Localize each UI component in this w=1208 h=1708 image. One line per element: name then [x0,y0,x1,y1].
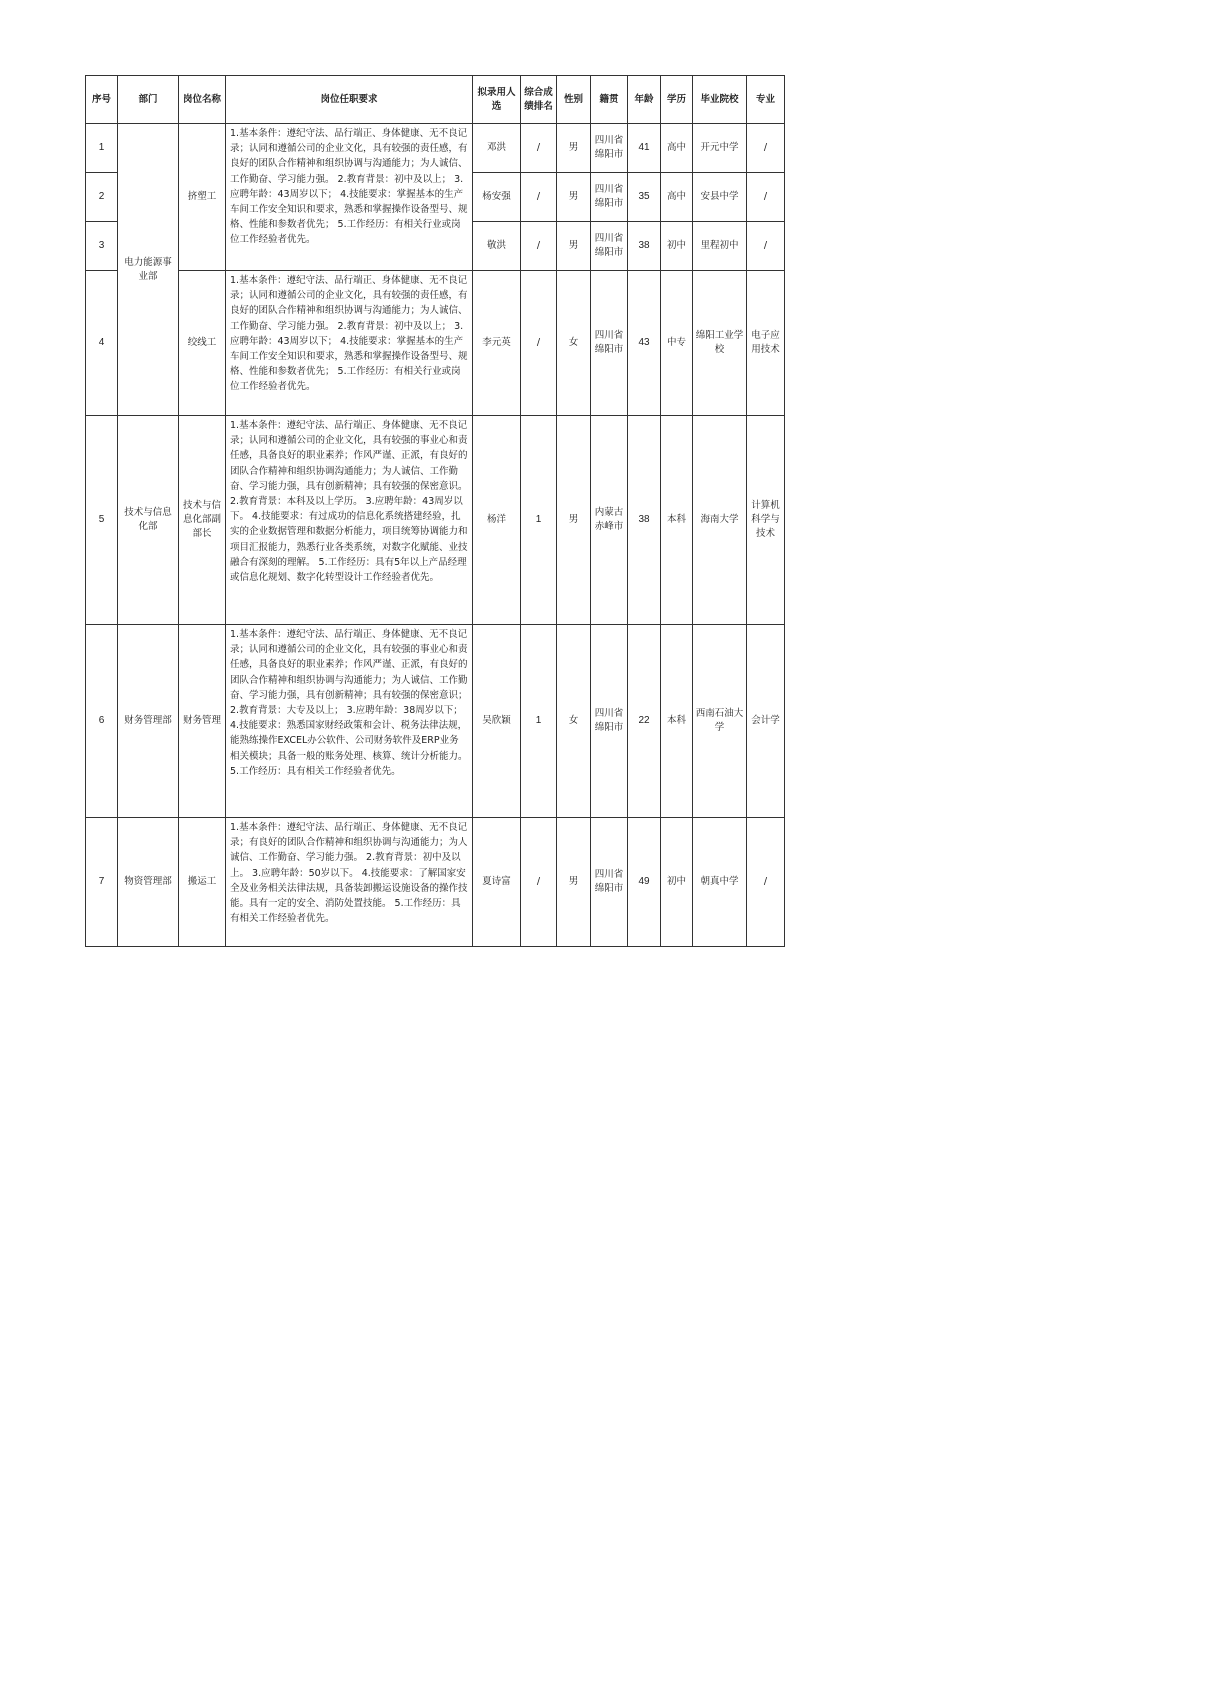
gender-cell: 男 [557,124,591,173]
dept-cell: 物资管理部 [118,818,179,947]
major-cell: 会计学 [747,625,785,818]
row-no: 2 [86,173,118,222]
origin-cell: 四川省绵阳市 [591,124,628,173]
row-no: 1 [86,124,118,173]
rank-cell: / [521,124,557,173]
hiring-table [85,75,785,947]
major-cell: 电子应用技术 [747,271,785,416]
requirements-cell: 1.基本条件：遵纪守法、品行端正、身体健康、无不良记录；有良好的团队合作精神和组织协调与沟通能力；为人诚信、工作勤奋、学习能力强。 2.教育背景：初中及以上。 3.应聘年龄：50岁以下。 4.技能要求：了解国家安全及业务相关法律法规，具备装卸搬运设施设备的操作技能。具有一定的安全、消防处置技能。 5.工作经历：具有相关工作经验者优先。 [226,818,473,947]
header-row [86,76,785,124]
position-cell: 财务管理 [179,625,226,818]
school-cell: 朝真中学 [693,818,747,947]
gender-cell: 男 [557,222,591,271]
dept-cell: 技术与信息化部 [118,416,179,625]
col-header-rank: 综合成绩排名 [521,76,557,124]
gender-cell: 女 [557,271,591,416]
school-cell: 绵阳工业学校 [693,271,747,416]
col-header-origin: 籍贯 [591,76,628,124]
row-no: 6 [86,625,118,818]
rank-cell: / [521,271,557,416]
origin-cell: 四川省绵阳市 [591,271,628,416]
rank-cell: / [521,173,557,222]
row-no: 3 [86,222,118,271]
school-cell: 开元中学 [693,124,747,173]
col-header-requirements: 岗位任职要求 [226,76,473,124]
age-cell: 41 [628,124,661,173]
origin-cell: 四川省绵阳市 [591,818,628,947]
candidate-name: 李元英 [473,271,521,416]
major-cell: / [747,173,785,222]
row-no: 7 [86,818,118,947]
rank-cell: 1 [521,416,557,625]
col-header-no: 序号 [86,76,118,124]
table-row [86,625,785,818]
requirements-cell: 1.基本条件：遵纪守法、品行端正、身体健康、无不良记录；认同和遵循公司的企业文化，具有较强的事业心和责任感，具备良好的职业素养；作风严谨、正派，有良好的团队合作精神和组织协调与沟通能力；为人诚信、工作勤奋、学习能力强，具有创新精神；具有较强的保密意识； 2.教育背景：大专及以上； 3.应聘年龄：38周岁以下； 4.技能要求：熟悉国家财经政策和会计、税务法律法规，能熟练操作EXCEL办公软件、公司财务软件及ERP业务相关模块；具备一般的账务处理、核算、统计分析能力。 5.工作经历：具有相关工作经验者优先。 [226,625,473,818]
position-cell: 挤塑工 [179,124,226,271]
row-no: 4 [86,271,118,416]
candidate-name: 杨洋 [473,416,521,625]
position-cell: 搬运工 [179,818,226,947]
rank-cell: / [521,818,557,947]
col-header-age: 年龄 [628,76,661,124]
col-header-dept: 部门 [118,76,179,124]
col-header-position: 岗位名称 [179,76,226,124]
education-cell: 中专 [661,271,693,416]
origin-cell: 四川省绵阳市 [591,625,628,818]
education-cell: 高中 [661,124,693,173]
school-cell: 安县中学 [693,173,747,222]
origin-cell: 四川省绵阳市 [591,173,628,222]
col-header-candidate: 拟录用人选 [473,76,521,124]
position-cell: 技术与信息化部副部长 [179,416,226,625]
origin-cell: 内蒙古赤峰市 [591,416,628,625]
col-header-education: 学历 [661,76,693,124]
table-row [86,818,785,947]
row-no: 5 [86,416,118,625]
candidate-name: 吴欣颖 [473,625,521,818]
col-header-major: 专业 [747,76,785,124]
rank-cell: 1 [521,625,557,818]
education-cell: 本科 [661,625,693,818]
dept-cell: 财务管理部 [118,625,179,818]
origin-cell: 四川省绵阳市 [591,222,628,271]
major-cell: 计算机科学与技术 [747,416,785,625]
gender-cell: 女 [557,625,591,818]
candidate-name: 敬洪 [473,222,521,271]
gender-cell: 男 [557,416,591,625]
age-cell: 43 [628,271,661,416]
candidate-name: 邓洪 [473,124,521,173]
age-cell: 49 [628,818,661,947]
major-cell: / [747,818,785,947]
age-cell: 22 [628,625,661,818]
age-cell: 35 [628,173,661,222]
education-cell: 初中 [661,818,693,947]
candidate-name: 夏诗富 [473,818,521,947]
school-cell: 西南石油大学 [693,625,747,818]
gender-cell: 男 [557,818,591,947]
dept-cell: 电力能源事业部 [118,124,179,416]
table-row [86,124,785,173]
major-cell: / [747,124,785,173]
age-cell: 38 [628,416,661,625]
table-row [86,271,785,416]
col-header-gender: 性别 [557,76,591,124]
requirements-cell: 1.基本条件：遵纪守法、品行端正、身体健康、无不良记录；认同和遵循公司的企业文化，具有较强的事业心和责任感，具备良好的职业素养；作风严谨、正派，有良好的团队合作精神和组织协调沟通能力；为人诚信、工作勤奋、学习能力强，具有创新精神；具有较强的保密意识。 2.教育背景：本科及以上学历。 3.应聘年龄：43周岁以下。 4.技能要求：有过成功的信息化系统搭建经验，扎实的企业数据管理和数据分析能力，项目统筹协调能力和项目汇报能力，熟悉行业各类系统，对数字化赋能、业技融合有深刻的理解。 5.工作经历：具有5年以上产品经理或信息化规划、数字化转型设计工作经验者优先。 [226,416,473,625]
rank-cell: / [521,222,557,271]
education-cell: 高中 [661,173,693,222]
school-cell: 海南大学 [693,416,747,625]
gender-cell: 男 [557,173,591,222]
school-cell: 里程初中 [693,222,747,271]
requirements-cell: 1.基本条件：遵纪守法、品行端正、身体健康、无不良记录；认同和遵循公司的企业文化，具有较强的责任感，有良好的团队合作精神和组织协调与沟通能力；为人诚信、工作勤奋、学习能力强。 2.教育背景：初中及以上； 3.应聘年龄：43周岁以下； 4.技能要求：掌握基本的生产车间工作安全知识和要求，熟悉和掌握操作设备型号、规格、性能和参数者优先； 5.工作经历：有相关行业或岗位工作经验者优先。 [226,271,473,416]
col-header-school: 毕业院校 [693,76,747,124]
requirements-cell: 1.基本条件：遵纪守法、品行端正、身体健康、无不良记录；认同和遵循公司的企业文化，具有较强的责任感，有良好的团队合作精神和组织协调与沟通能力；为人诚信、工作勤奋、学习能力强。 2.教育背景：初中及以上； 3.应聘年龄：43周岁以下； 4.技能要求：掌握基本的生产车间工作安全知识和要求，熟悉和掌握操作设备型号、规格、性能和参数者优先； 5.工作经历：有相关行业或岗位工作经验者优先。 [226,124,473,271]
table-row [86,416,785,625]
major-cell: / [747,222,785,271]
education-cell: 初中 [661,222,693,271]
position-cell: 绞线工 [179,271,226,416]
education-cell: 本科 [661,416,693,625]
candidate-name: 杨安强 [473,173,521,222]
age-cell: 38 [628,222,661,271]
